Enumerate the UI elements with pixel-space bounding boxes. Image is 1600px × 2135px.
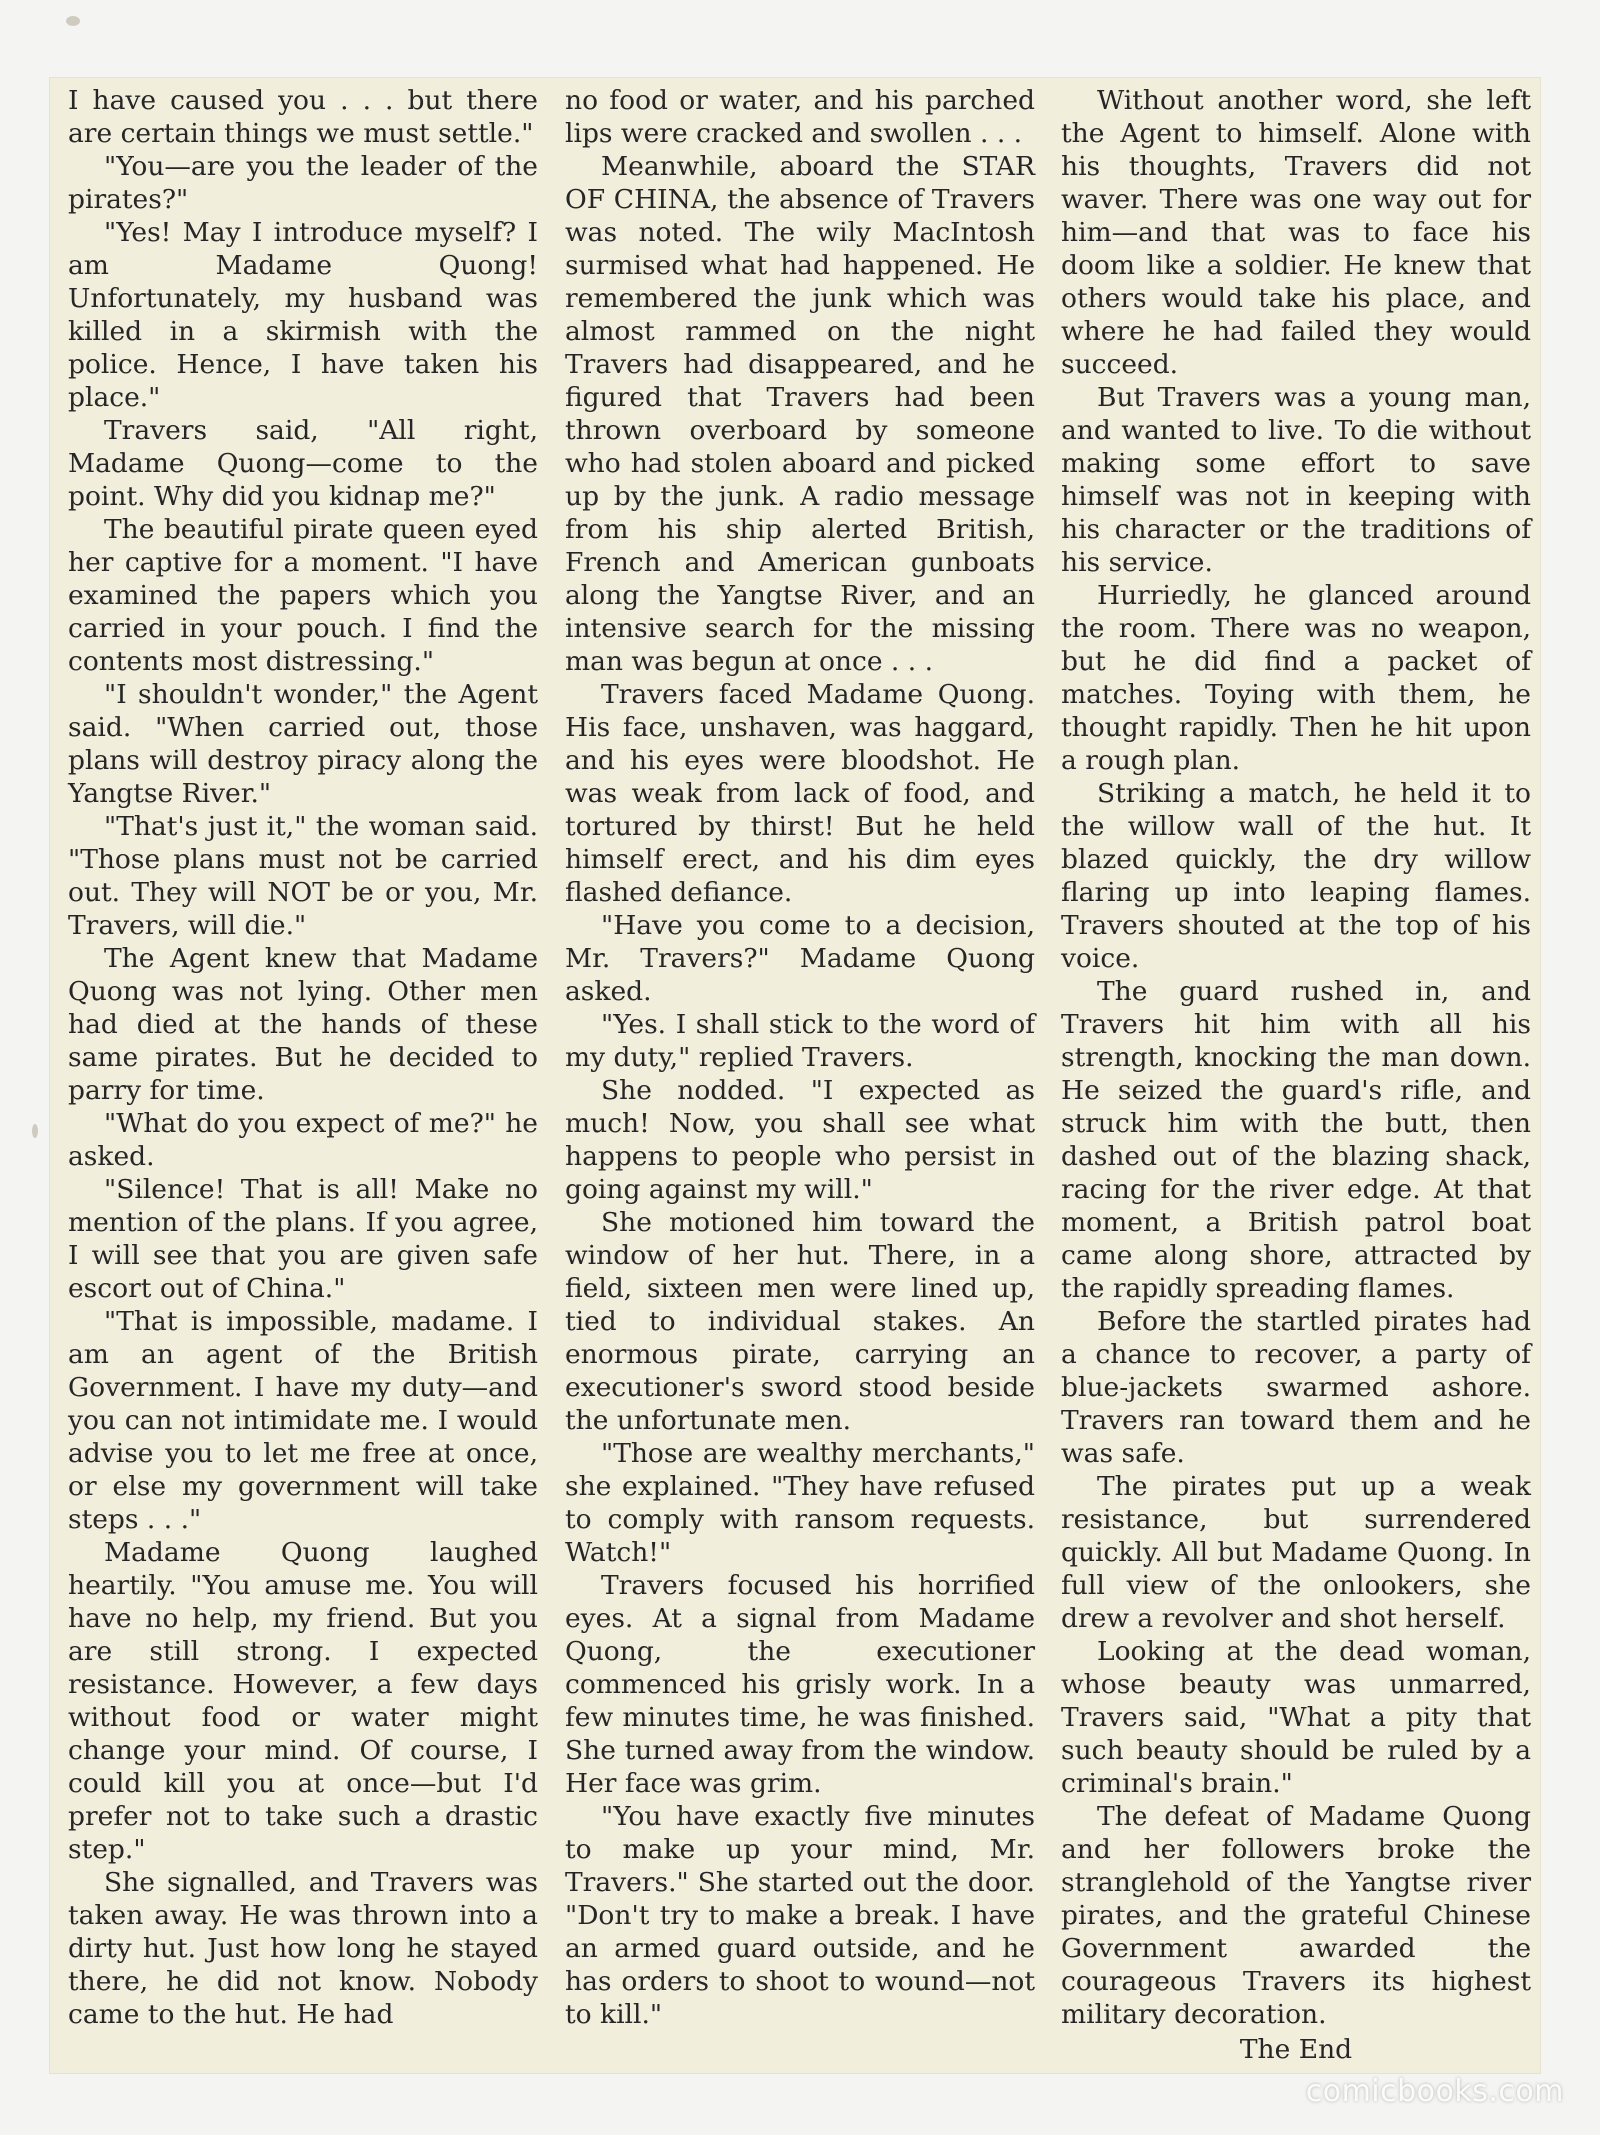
paragraph: She signalled, and Travers was taken away. He was thrown into a dirty hut. Just how long he stayed there, he did not know. Nobody came to the hut. He had [68, 1867, 538, 2030]
paragraph: no food or water, and his parched lips were cracked and swollen . . . [565, 85, 1035, 149]
paragraph: Meanwhile, aboard the STAR OF CHINA, the absence of Travers was noted. The wily MacIntosh surmised what had happened. He remembered the junk which was almost rammed on the night Travers had disappeared, and he figured that Travers had been thrown overboard by someone who had stolen aboard and picked up by the junk. A radio message from his ship alerted British, French and American gunboats along the Yangtse River, and an intensive search for the missing man was begun at once . . . [565, 151, 1035, 677]
paragraph: "Those are wealthy merchants," she explained. "They have refused to comply with ransom requests. Watch!" [565, 1438, 1035, 1568]
text-column-3 [1061, 84, 1531, 2066]
paragraph: Travers said, "All right, Madame Quong—come to the point. Why did you kidnap me?" [68, 415, 538, 512]
paragraph: Madame Quong laughed heartily. "You amuse me. You will have no help, my friend. But you are still strong. I expected resistance. However, a few days without food or water might change your mind. Of course, I could kill you at once—but I'd prefer not to take such a drastic step." [68, 1537, 538, 1865]
paragraph: Travers faced Madame Quong. His face, unshaven, was haggard, and his eyes were bloodshot. He was weak from lack of food, and tortured by thirst! But he held himself erect, and his dim eyes flashed defiance. [565, 679, 1035, 908]
paragraph: "You have exactly five minutes to make up your mind, Mr. Travers." She started out the door. "Don't try to make a break. I have an armed guard outside, and he has orders to shoot to wound—not to kill." [565, 1801, 1035, 2030]
paragraph: "You—are you the leader of the pirates?" [68, 151, 538, 215]
paragraph: But Travers was a young man, and wanted to live. To die without making some effort to save himself was not in keeping with his character or the traditions of his service. [1061, 382, 1531, 578]
the-end-label: The End [1239, 2034, 1353, 2065]
paragraph: "What do you expect of me?" he asked. [68, 1108, 538, 1172]
paragraph: The defeat of Madame Quong and her followers broke the stranglehold of the Yangtse river pirates, and the grateful Chinese Government awarded the courageous Travers its highest military decoration. [1061, 1801, 1531, 2030]
paragraph: "That is impossible, madame. I am an agent of the British Government. I have my duty—and you can not intimidate me. I would advise you to let me free at once, or else my government will take steps . . ." [68, 1306, 538, 1535]
paragraph: Without another word, she left the Agent to himself. Alone with his thoughts, Travers did not waver. There was one way out for him—and that was to face his doom like a soldier. He knew that others would take his place, and where he had failed they would succeed. [1061, 85, 1531, 380]
paragraph: She nodded. "I expected as much! Now, you shall see what happens to people who persist in going against my will." [565, 1075, 1035, 1205]
paragraph: The beautiful pirate queen eyed her captive for a moment. "I have examined the papers which you carried in your pouch. I find the contents most distressing." [68, 514, 538, 677]
text-column-2 [565, 84, 1035, 2031]
paragraph: "Yes! May I introduce myself? I am Madame Quong! Unfortunately, my husband was killed in a skirmish with the police. Hence, I have taken his place." [68, 217, 538, 413]
paragraph: "Yes. I shall stick to the word of my duty," replied Travers. [565, 1009, 1035, 1073]
paragraph: Hurriedly, he glanced around the room. There was no weapon, but he did find a packet of matches. Toying with them, he thought rapidly. Then he hit upon a rough plan. [1061, 580, 1531, 776]
paragraph: Looking at the dead woman, whose beauty was unmarred, Travers said, "What a pity that such beauty should be ruled by a criminal's brain." [1061, 1636, 1531, 1799]
story-page [50, 78, 1540, 2073]
paragraph: "I shouldn't wonder," the Agent said. "When carried out, those plans will destroy piracy along the Yangtse River." [68, 679, 538, 809]
paragraph: "Have you come to a decision, Mr. Travers?" Madame Quong asked. [565, 910, 1035, 1007]
paragraph: "Silence! That is all! Make no mention of the plans. If you agree, I will see that you are given safe escort out of China." [68, 1174, 538, 1304]
paragraph: Before the startled pirates had a chance to recover, a party of blue-jackets swarmed ashore. Travers ran toward them and he was safe. [1061, 1306, 1531, 1469]
text-column-1 [68, 84, 538, 2031]
paragraph: The pirates put up a weak resistance, but surrendered quickly. All but Madame Quong. In full view of the onlookers, she drew a revolver and shot herself. [1061, 1471, 1531, 1634]
paragraph: "That's just it," the woman said. "Those plans must not be carried out. They will NOT be or you, Mr. Travers, will die." [68, 811, 538, 941]
paragraph: I have caused you . . . but there are certain things we must settle." [68, 85, 538, 149]
page-speck [32, 1124, 38, 1138]
paragraph: The guard rushed in, and Travers hit him with all his strength, knocking the man down. He seized the guard's rifle, and struck him with the butt, then dashed out of the blazing shack, racing for the river edge. At that moment, a British patrol boat came along shore, attracted by the rapidly spreading flames. [1061, 976, 1531, 1304]
paragraph: The Agent knew that Madame Quong was not lying. Other men had died at the hands of these same pirates. But he decided to parry for time. [68, 943, 538, 1106]
paragraph: Travers focused his horrified eyes. At a signal from Madame Quong, the executioner commenced his grisly work. In a few minutes time, he was finished. She turned away from the window. Her face was grim. [565, 1570, 1035, 1799]
paragraph: Striking a match, he held it to the willow wall of the hut. It blazed quickly, the dry willow flaring up into leaping flames. Travers shouted at the top of his voice. [1061, 778, 1531, 974]
watermark-text: comicbooks.com [1305, 2074, 1564, 2109]
page-speck [66, 16, 80, 26]
paragraph: She motioned him toward the window of her hut. There, in a field, sixteen men were lined up, tied to individual stakes. An enormous pirate, carrying an executioner's sword stood beside the unfortunate men. [565, 1207, 1035, 1436]
